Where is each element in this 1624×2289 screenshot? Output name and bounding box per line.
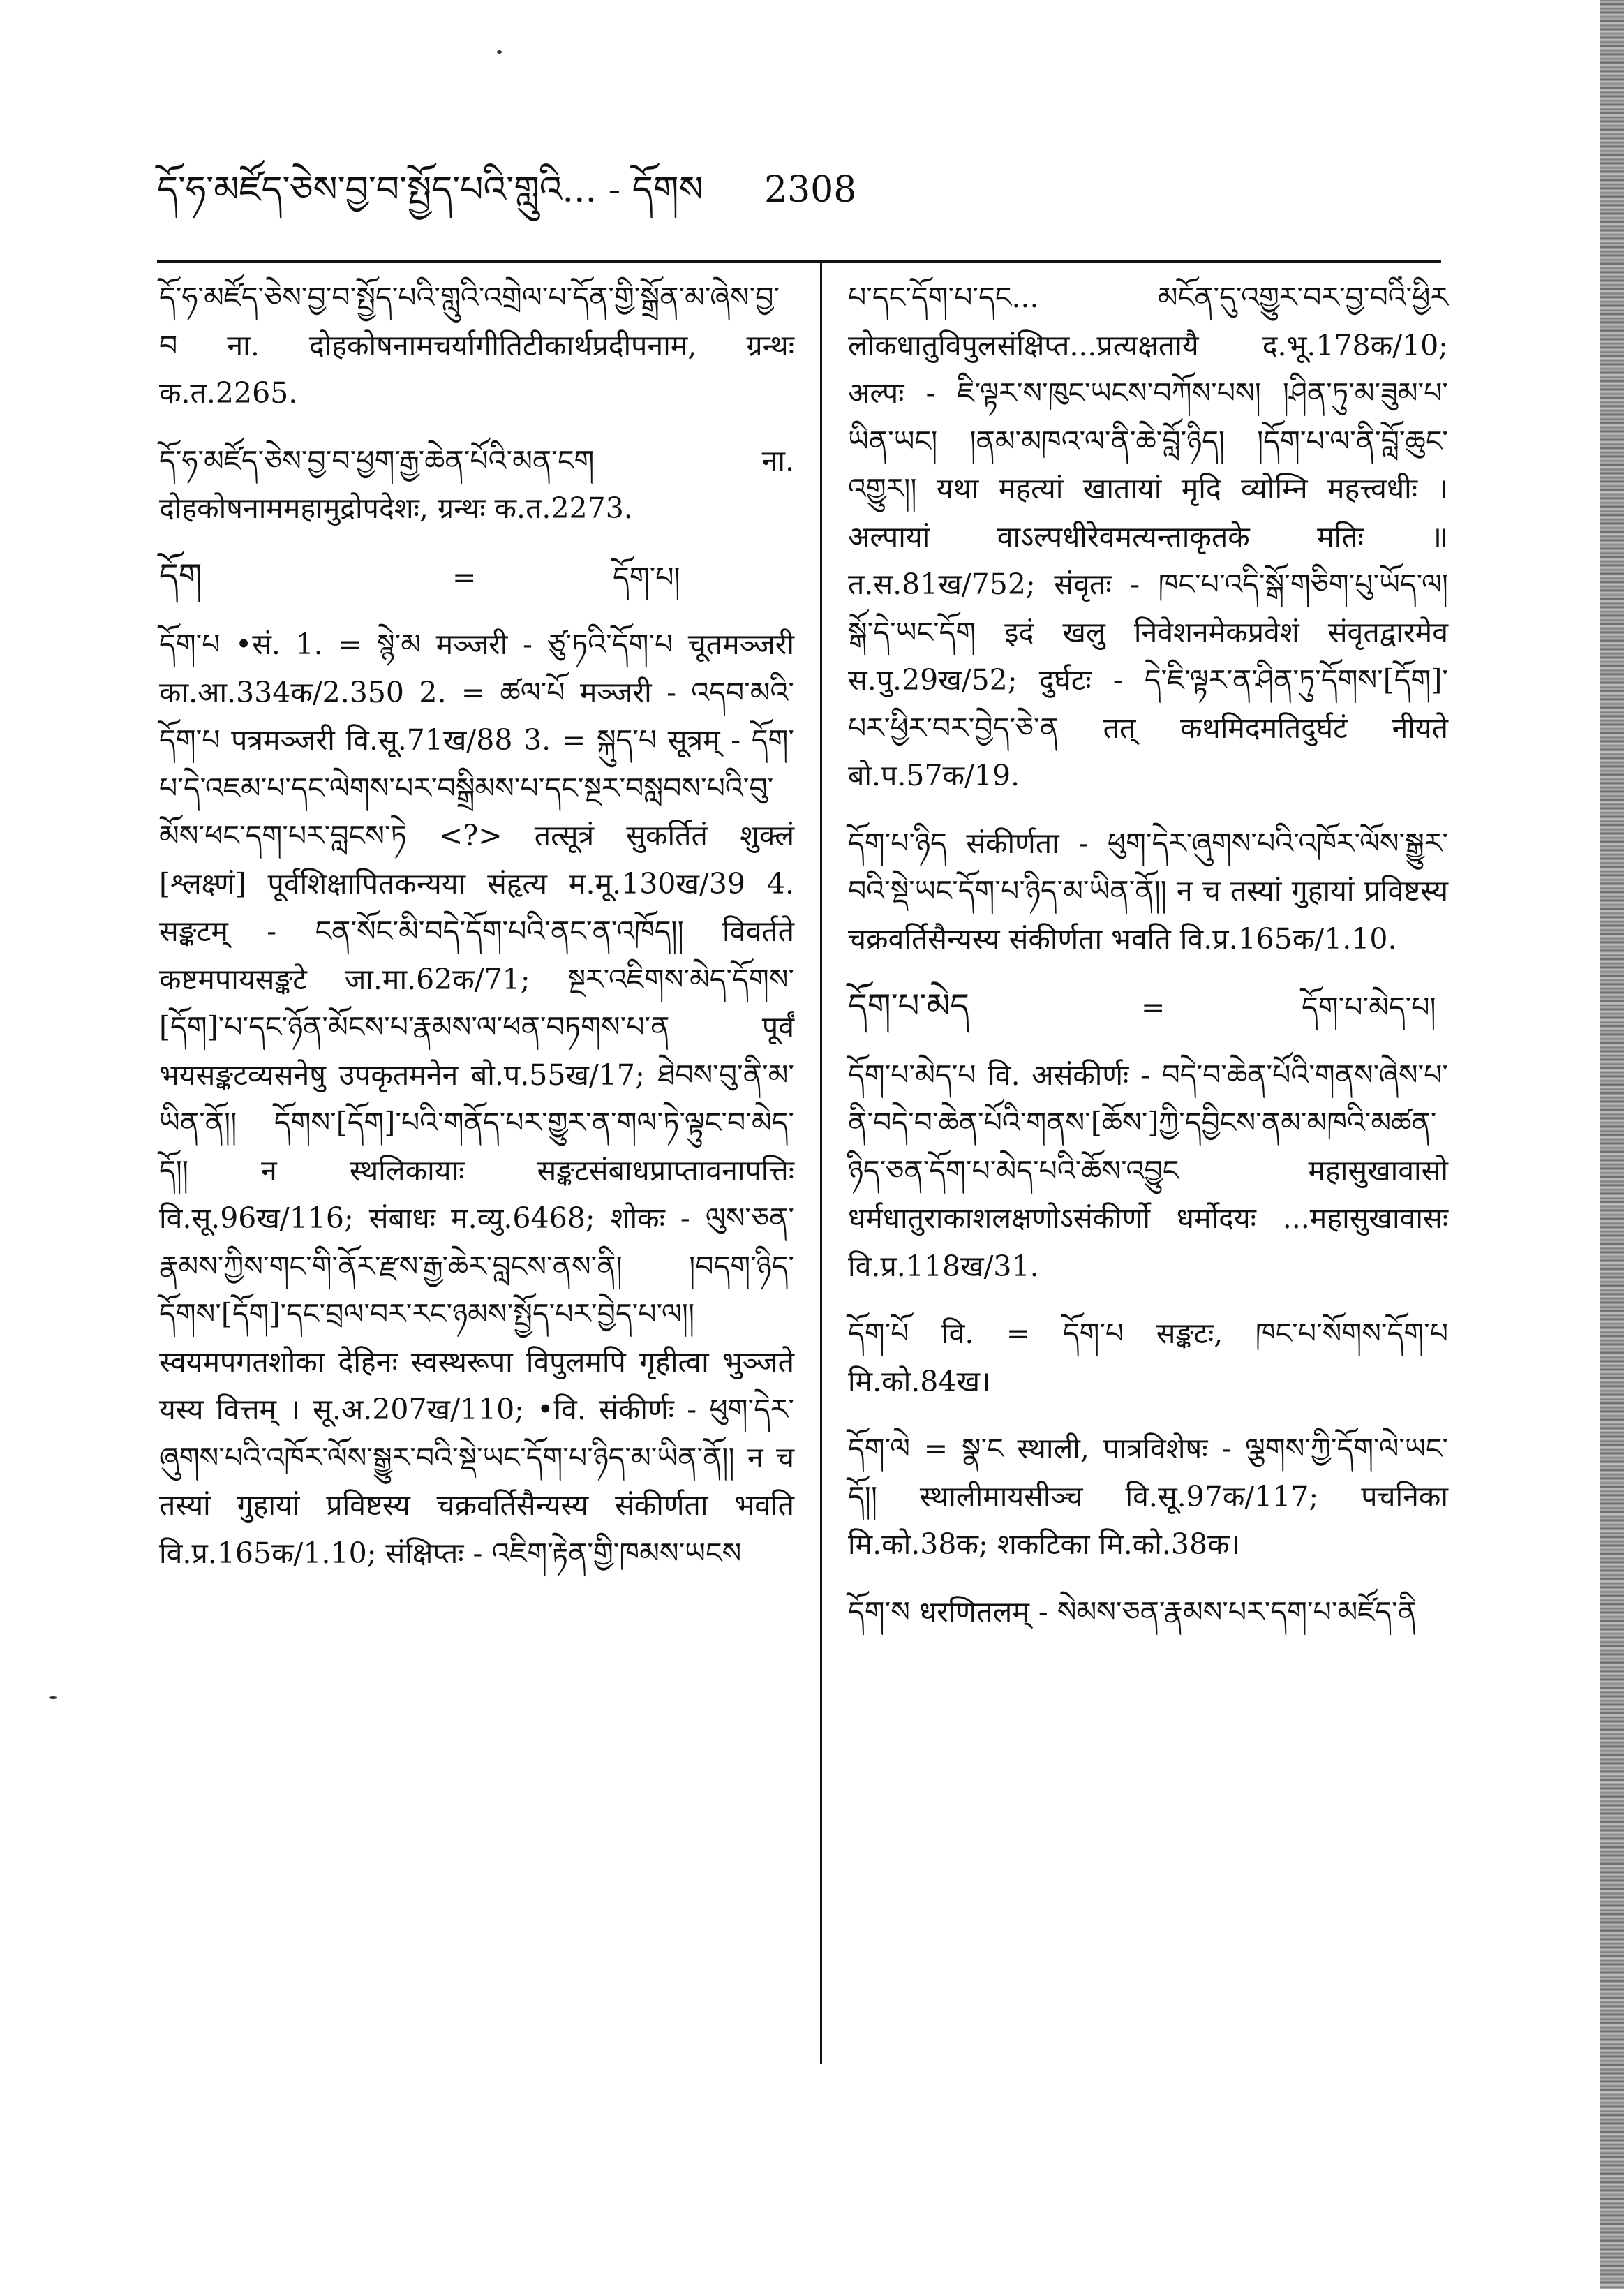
cross-reference-target: དོག་པ། bbox=[613, 560, 680, 594]
headword: དོག་པ་མེད bbox=[848, 986, 970, 1025]
header-rule bbox=[157, 260, 1441, 263]
cross-reference-target: དོག་པ་མེད་པ། bbox=[1302, 991, 1436, 1024]
dictionary-entry bbox=[848, 1425, 1448, 1569]
cross-reference-entry bbox=[159, 552, 794, 602]
equals-sign: = bbox=[1141, 991, 1165, 1024]
entry-text: པ་དང་དོག་པ་དང... མངོན་དུ་འགྱུར་བར་བྱ་བའི་ཕྱིར लोकधातुविपुलसंक्षिप्त...प्रत्यक्षतायै द.भू.178क/10; अल्पः - ཇི་ལྟར་ས་ཁུང་ཡངས་བཀོས་པས། །ཤིན་ཏུ་མ་ཟུམ་པ་ཡིན་ཡང། །ནམ་མཁའ་ལ་ནི་ཆེ་བློ་ཉིད། །དོག་པ་ལ་ནི་བློ་ཆུང་འགྱུར།། यथा महत्यां खातायां मृदि व्योम्नि महत्त्वधीः । अल्पायां वाऽल्पधीरेवमत्यन्ताकृतके मतिः ॥ त.स.81ख/752; संवृतः - ཁང་པ་འདི་སྒོ་གཅིག་པུ་ཡོད་ལ། སྒོ་དེ་ཡང་དོག इदं खलु निवेशनमेकप्रवेशं संवृतद्वारमेव स.पु.29ख/52; दुर्घटः - དེ་ཇི་ལྟར་ན་ཤིན་ཏུ་དོགས་[དོག]་པར་ཕྱིར་བར་བྱེད་ཅེ་ན तत् कथमिदमतिदुर्घटं नीयते बो.प.57क/19. bbox=[848, 281, 1448, 792]
entry-text: དོག་ལེ = སྣ་ང स्थाली, पात्रविशेषः - ལྕགས་ཀྱི་དོག་ལེ་ཡང་དོ།། स्थालीमायसीञ्च वि.सू.97क/117; पचनिका मि.को.38क; शकटिका मि.को.38क। bbox=[848, 1432, 1448, 1561]
scan-speck bbox=[49, 1696, 57, 1699]
dictionary-entry bbox=[159, 621, 794, 1577]
dictionary-entry bbox=[848, 1310, 1448, 1405]
running-head bbox=[157, 162, 1413, 225]
scan-speck bbox=[497, 50, 502, 54]
dictionary-entry bbox=[159, 274, 794, 417]
entry-text: དོ་ཧ་མཛོད་ཅེས་བྱ་བ་སྤྱོད་པའི་གླུའི་འགྲེལ་པ་དོན་གྱི་སྒྲོན་མ་ཞེས་བྱ་བ ना. दोहकोषनामचर्यागीतिटीकार्थप्रदीपनाम, ग्रन्थः क.त.2265. bbox=[159, 281, 794, 410]
column-divider bbox=[820, 263, 822, 2064]
dictionary-entry bbox=[848, 1588, 1448, 1636]
page-number: 2308 bbox=[764, 169, 857, 211]
running-head-title: དོ་ཧ་མཛོད་ཅེས་བྱ་བ་སྤྱོད་པའི་གླུའི... - དོགས bbox=[157, 169, 703, 211]
right-column bbox=[848, 274, 1448, 1655]
entry-text: དོག་པ་མེད་པ वि. असंकीर्णः - བདེ་བ་ཆེན་པོའི་གནས་ཞེས་པ་ནི་བདེ་བ་ཆེན་པོའི་གནས་[ཆོས་]ཀྱི་དབྱིངས་ནམ་མཁའི་མཚན་ཉིད་ཅན་དོག་པ་མེད་པའི་ཆོས་འབྱུང महासुखावासो धर्मधातुराकाशलक्षणोऽसंकीर्णो धर्मोदयः ...महासुखावासः वि.प्र.118ख/31. bbox=[848, 1058, 1448, 1283]
left-column bbox=[159, 274, 794, 1597]
entry-text: དོག་པ •सं. 1. = སྙེ་མ मञ्जरी - ཙུ་ཏའི་དོག་པ चूतमञ्जरी का.आ.334क/2.350 2. = ཚལ་པོ मञ्जरी - འདབ་མའི་དོག་པ पत्रमञ्जरी वि.सू.71ख/88 3. = སྐུད་པ सूत्रम् - དོག་པ་དེ་འཇམ་པ་དང་ལེགས་པར་བསྒྲིམས་པ་དང་སྔར་བསླབས་པའི་བུ་མོས་ཕང་དག་པར་བླངས་ཏེ <?> तत्सूत्रं सुकर्तितं शुक्लं [श्लक्ष्णं] पूर्वशिक्षापितकन्यया संहृत्य म.मू.130ख/39 4. सङ्कटम् - ངན་སོང་མི་བདེ་དོག་པའི་ནང་ན་འཁོད།། विवर्तते कष्टमपायसङ्कटे जा.मा.62क/71; སྔར་འཇིགས་མེད་དོགས་[དོག]་པ་དང་ཉོན་མོངས་པ་རྣམས་ལ་ཕན་བཏགས་པ་ན पूर्वं भयसङ्कटव्यसनेषु उपकृतमनेन बो.प.55ख/17; ཐེབས་བུ་ནི་མ་ཡིན་ནོ།། དོགས་[དོག]་པའི་གནོད་པར་གྱུར་ན་གལ་ཏེ་ལྟུང་བ་མེད་དོ།། न स्थलिकायाः सङ्कटसंबाधप्राप्तावनापत्तिः वि.सू.96ख/116; संबाधः म.व्यु.6468; शोकः - ལུས་ཅན་རྣམས་ཀྱིས་གང་གི་ནོར་རྫས་རྒྱ་ཆེར་བླངས་ནས་ནི། །བདག་ཉིད་དོགས་[དོག]་དང་བྲལ་བར་རང་ཉམས་སྤྱོད་པར་བྱེད་པ་ལ།། स्वयमपगतशोका देहिनः स्वस्थरूपा विपुलमपि गृहीत्वा भुञ्जते यस्य वित्तम् । सू.अ.207ख/110; •वि. संकीर्णः - ཕུག་དེར་ཞུགས་པའི་འཁོར་ལོས་སྒྱུར་བའི་སྡེ་ཡང་དོག་པ་ཉིད་མ་ཡིན་ནོ།། न च तस्यां गुहायां प्रविष्टस्य चक्रवर्तिसैन्यस्य संकीर्णता भवति वि.प्र.165क/1.10; संक्षिप्तः - འཇིག་རྟེན་གྱི་ཁམས་ཡངས bbox=[159, 628, 794, 1570]
entry-text: དོ་ཧ་མཛོད་ཅེས་བྱ་བ་ཕྱག་རྒྱ་ཆེན་པོའི་མན་ངག ना. दोहकोषनाममहामुद्रोपदेशः, ग्रन्थः क.त.2273. bbox=[159, 443, 794, 525]
entry-text: དོག་ས धरणितलम् - སེམས་ཅན་རྣམས་པར་དག་པ་མཛོད་ནི bbox=[848, 1594, 1417, 1629]
scan-edge-shadow bbox=[1600, 0, 1624, 2289]
dictionary-entry bbox=[159, 437, 794, 533]
dictionary-entry bbox=[848, 274, 1448, 800]
entry-text: དོག་པོ वि. = དོག་པ सङ्कटः, ཁང་པ་སོགས་དོག་པ मि.को.84ख। bbox=[848, 1317, 1448, 1398]
equals-sign: = bbox=[452, 560, 477, 594]
headword: དོག bbox=[159, 556, 202, 595]
cross-reference-entry bbox=[848, 982, 1448, 1032]
entry-text: དོག་པ་ཉིད संकीर्णता - ཕུག་དེར་ཞུགས་པའི་འཁོར་ལོས་སྒྱུར་བའི་སྡེ་ཡང་དོག་པ་ཉིད་མ་ཡིན་ནོ།། न च तस्यां गुहायां प्रविष्टस्य चक्रवर्तिसैन्यस्य संकीर्णता भवति वि.प्र.165क/1.10. bbox=[848, 826, 1448, 956]
dictionary-entry bbox=[848, 820, 1448, 963]
dictionary-entry bbox=[848, 1051, 1448, 1291]
